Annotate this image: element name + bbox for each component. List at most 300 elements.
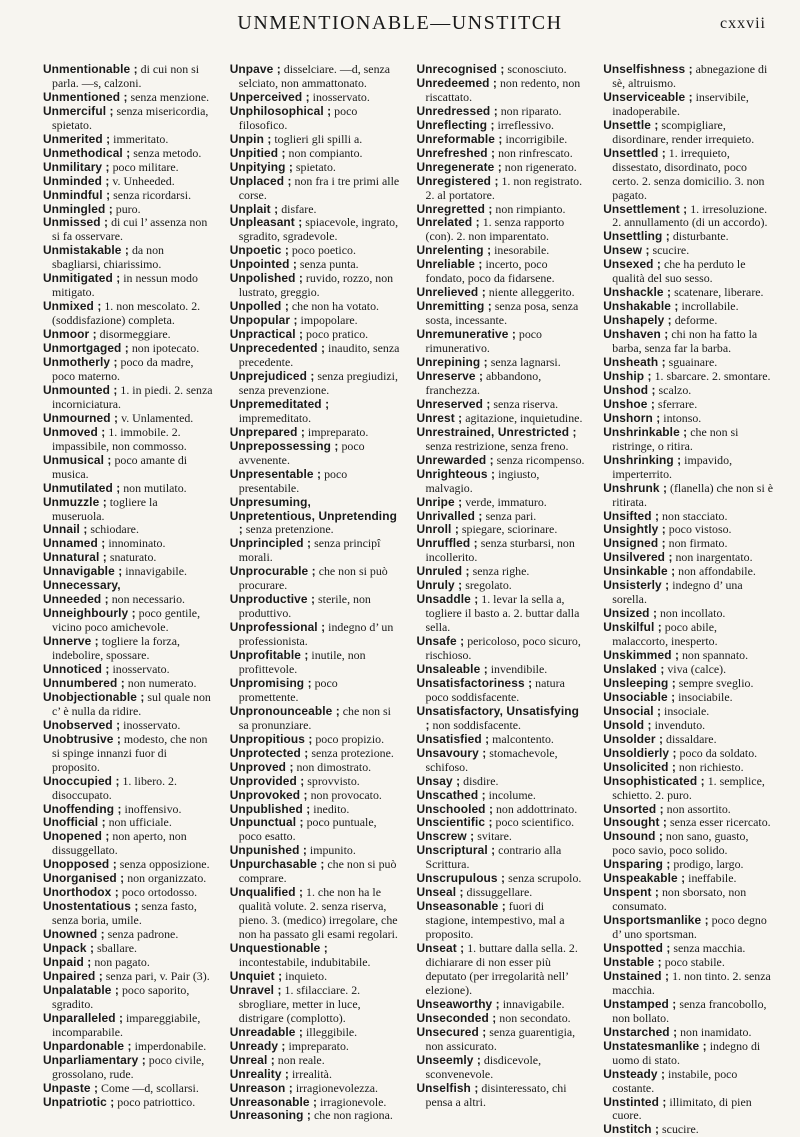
entry-headword: Unsaleable ; — [416, 661, 488, 676]
entry-definition: poco da madre, poco materno. — [52, 355, 194, 383]
dictionary-entry — [603, 1068, 773, 1096]
dictionary-entry — [230, 258, 400, 272]
entry-headword: Unscientific ; — [416, 815, 493, 830]
entry-definition: viva (calce). — [664, 661, 727, 676]
entry-headword: Unpunished ; — [229, 843, 307, 858]
dictionary-entry — [230, 593, 400, 621]
entry-definition: senza metodo. — [130, 145, 202, 160]
dictionary-entry — [230, 747, 400, 761]
entry-headword: Unsocial ; — [603, 703, 662, 718]
dictionary-entry — [417, 579, 587, 593]
entry-headword: Unpropitious ; — [229, 731, 313, 746]
dictionary-entry — [230, 844, 400, 858]
page-number: cxxvii — [720, 15, 766, 32]
entry-headword: Unprejudiced ; — [229, 368, 315, 383]
entry-definition: senza guarentigia, non assicurato. — [425, 1024, 576, 1053]
entry-headword: Unrivalled ; — [416, 508, 483, 523]
entry-headword: Unreason ; — [229, 1080, 293, 1095]
dictionary-entry — [603, 1040, 773, 1068]
entry-headword: Unpolished ; — [229, 271, 303, 286]
dictionary-entry — [417, 203, 587, 217]
entry-definition: non inamidato. — [677, 1024, 752, 1039]
dictionary-entry — [417, 635, 587, 663]
entry-headword: Unsisterly ; — [603, 578, 670, 593]
entry-definition: indegno d’ una sorella. — [612, 578, 743, 607]
entry-headword: Unpointed ; — [229, 257, 297, 272]
entry-headword: Unredressed ; — [416, 103, 498, 118]
entry-headword: Unpatriotic ; — [43, 1094, 115, 1109]
dictionary-entry — [43, 607, 213, 635]
dictionary-entry — [230, 761, 400, 775]
entry-headword: Unrestrained, Unrestricted ; — [416, 424, 577, 439]
dictionary-entry — [417, 747, 587, 775]
entry-definition: senza pretenzione. — [242, 522, 334, 537]
entry-definition: modesto, che non si spinge innanzi fuor di proposito. — [52, 731, 208, 774]
entry-definition: illimitato, di pien cuore. — [612, 1094, 752, 1123]
entry-headword: Unsettling ; — [603, 229, 670, 244]
dictionary-entry — [230, 328, 400, 342]
entry-definition: incrollabile. — [678, 299, 739, 314]
entry-headword: Unplait ; — [229, 201, 279, 216]
entry-definition: invenduto. — [651, 717, 706, 732]
dictionary-entry — [230, 468, 400, 496]
entry-headword: Unpunctual ; — [229, 815, 304, 830]
entry-headword: Unpopular ; — [229, 313, 298, 328]
entry-definition: inaudito, senza precedente. — [238, 341, 400, 370]
dictionary-entry — [43, 356, 213, 384]
entry-definition: 1. levar la sella a, togliere il basto a. 2. buttar dalla sella. — [425, 592, 580, 635]
dictionary-entry — [230, 133, 400, 147]
entry-definition: (flanella) che non si è ritirata. — [612, 480, 773, 509]
dictionary-entry — [230, 426, 400, 440]
dictionary-entry — [417, 537, 587, 565]
dictionary-entry — [43, 63, 213, 91]
entry-definition: dissaldare. — [663, 731, 717, 746]
dictionary-entry — [417, 663, 587, 677]
entry-definition: fuori di stagione, intempestivo, mal a proposito. — [425, 899, 565, 942]
dictionary-entry — [603, 705, 773, 719]
entry-headword: Unsolicited ; — [603, 759, 676, 774]
entry-definition: inservibile, inadoperabile. — [612, 89, 749, 118]
entry-headword: Unprincipled ; — [229, 536, 312, 551]
entry-definition: non aperto, non dissuggellato. — [52, 829, 187, 858]
dictionary-entry — [43, 872, 213, 886]
entry-headword: Unquiet ; — [229, 968, 283, 983]
entry-headword: Unproductive ; — [229, 592, 316, 607]
dictionary-entry — [417, 844, 587, 872]
entry-definition: 1. non registrato. 2. al portatore. — [425, 173, 583, 202]
entry-definition: 1. senza rapporto (con). 2. non imparentato. — [425, 215, 565, 244]
entry-headword: Unrelated ; — [416, 215, 480, 230]
dictionary-entry — [43, 1012, 213, 1040]
entry-definition: 1. in piedi. 2. senza incorniciatura. — [52, 382, 213, 411]
entry-definition: disselciare. —d, senza selciato, non ammattonato. — [238, 62, 391, 90]
entry-headword: Unstitch ; — [603, 1122, 660, 1137]
entry-headword: Unslaked ; — [603, 661, 665, 676]
dictionary-entry — [417, 105, 587, 119]
dictionary-entry — [230, 705, 400, 733]
dictionary-entry — [603, 565, 773, 579]
entry-definition: non organizzato. — [124, 871, 207, 886]
entry-definition: sul quale non c’ è nulla da ridire. — [52, 689, 211, 718]
entry-definition: non sborsato, non consumato. — [612, 885, 747, 914]
dictionary-entry — [230, 105, 400, 133]
entry-headword: Unsteady ; — [603, 1066, 666, 1081]
dictionary-entry — [417, 677, 587, 705]
entry-headword: Unnamed ; — [43, 536, 106, 551]
entry-headword: Unmistakable ; — [43, 243, 129, 258]
dictionary-entry — [43, 482, 213, 496]
entry-definition: 1. sbarcare. 2. smontare. — [651, 368, 771, 383]
entry-headword: Unprocurable ; — [229, 564, 316, 579]
dictionary-entry — [43, 328, 213, 342]
entry-headword: Unreasonable ; — [229, 1094, 318, 1109]
dictionary-entry — [230, 677, 400, 705]
dictionary-entry — [417, 565, 587, 579]
dictionary-entry — [43, 719, 213, 733]
dictionary-entry — [603, 314, 773, 328]
entry-headword: Unrest ; — [416, 410, 463, 425]
dictionary-entry — [417, 900, 587, 942]
entry-headword: Unpolled ; — [229, 299, 289, 314]
dictionary-entry — [43, 496, 213, 524]
entry-definition: poco vistoso. — [665, 522, 732, 537]
dictionary-entry — [603, 761, 773, 775]
dictionary-entry — [43, 593, 213, 607]
entry-definition: non rinfrescato. — [495, 145, 573, 160]
entry-headword: Unreal ; — [229, 1052, 275, 1067]
dictionary-entry — [43, 663, 213, 677]
entry-definition: non firmato. — [665, 536, 728, 551]
entry-definition: svitare. — [474, 829, 512, 844]
entry-definition: che non si può comprare. — [238, 857, 397, 886]
entry-headword: Unphilosophical ; — [229, 103, 332, 118]
entry-definition: poco pratico. — [303, 327, 369, 342]
entry-headword: Unmindful ; — [43, 187, 111, 202]
entry-definition: senza punta. — [296, 257, 359, 272]
dictionary-columns — [43, 62, 773, 1137]
entry-headword: Unprofitable ; — [229, 648, 309, 663]
entry-definition: sguainare. — [665, 355, 718, 370]
entry-headword: Unproved ; — [229, 759, 294, 774]
dictionary-entry — [43, 523, 213, 537]
entry-headword: Unofficial ; — [43, 815, 106, 830]
entry-headword: Unsilvered ; — [603, 550, 673, 565]
entry-definition: spiegare, sciorinare. — [458, 522, 558, 537]
entry-definition: non richiesto. — [675, 759, 744, 774]
entry-definition: poco militare. — [109, 159, 179, 174]
entry-headword: Unpleasant ; — [229, 215, 303, 230]
dictionary-entry — [43, 300, 213, 328]
dictionary-entry — [43, 216, 213, 244]
entry-definition: puro. — [112, 201, 141, 216]
entry-definition: 1. irresoluzione. 2. annullamento (di un accordo). — [612, 201, 768, 230]
dictionary-entry — [417, 161, 587, 175]
entry-headword: Unregenerate ; — [416, 159, 502, 174]
dictionary-entry — [417, 328, 587, 356]
dictionary-entry — [603, 719, 773, 733]
entry-definition: spietato. — [292, 159, 336, 174]
entry-definition: non mutilato. — [120, 480, 187, 495]
dictionary-entry — [603, 203, 773, 231]
dictionary-entry — [417, 942, 587, 998]
entry-headword: Unsheath ; — [603, 355, 666, 370]
entry-headword: Unmusical ; — [43, 452, 112, 467]
dictionary-entry — [230, 398, 400, 426]
page-header — [0, 12, 800, 42]
entry-definition: senza riserva. — [490, 396, 559, 411]
entry-definition: v. Unlamented. — [118, 410, 194, 425]
entry-headword: Unrighteous ; — [416, 466, 496, 481]
entry-definition: non pagato. — [91, 955, 150, 969]
entry-definition: non provocato. — [307, 787, 382, 802]
dictionary-entry — [230, 621, 400, 649]
entry-definition: senza restrizione, senza freno. — [425, 438, 569, 453]
entry-definition: 1. che non ha le qualità volute. 2. senza riserva, pieno. 3. (medico) irregolare, che non ha passato gli esami regolari. — [238, 885, 398, 942]
dictionary-entry — [230, 984, 400, 1026]
entry-headword: Unstatesmanlike ; — [603, 1038, 707, 1053]
entry-definition: senza principî morali. — [238, 536, 381, 565]
entry-definition: senza misericordia, spietato. — [52, 103, 209, 132]
dictionary-entry — [230, 970, 400, 984]
dictionary-entry — [230, 537, 400, 565]
entry-headword: Unparalleled ; — [43, 1010, 124, 1025]
entry-definition: instabile, poco costante. — [612, 1066, 738, 1095]
dictionary-entry — [603, 91, 773, 119]
entry-definition: deforme. — [671, 313, 718, 328]
entry-definition: 1. semplice, schietto. 2. puro. — [612, 773, 765, 802]
entry-headword: Unreality ; — [229, 1066, 289, 1081]
dictionary-entry — [417, 216, 587, 244]
entry-headword: Unmissed ; — [43, 215, 109, 230]
entry-definition: da non sbagliarsi, chiarissimo. — [52, 243, 164, 272]
dictionary-entry — [417, 886, 587, 900]
dictionary-entry — [603, 942, 773, 956]
entry-definition: poco poetico. — [288, 243, 356, 258]
dictionary-entry — [43, 900, 213, 928]
entry-headword: Unstarched ; — [603, 1024, 678, 1039]
dictionary-entry — [603, 244, 773, 258]
entry-headword: Unripe ; — [416, 494, 463, 509]
entry-definition: senza lagnarsi. — [487, 355, 561, 370]
entry-definition: poco scientifico. — [492, 815, 575, 830]
dictionary-entry — [43, 1040, 213, 1054]
entry-headword: Unseaworthy ; — [416, 996, 500, 1011]
entry-headword: Unserviceable ; — [603, 89, 693, 104]
entry-definition: non incollato. — [657, 606, 726, 621]
dictionary-entry — [43, 816, 213, 830]
dictionary-entry — [43, 775, 213, 803]
dictionary-entry — [603, 747, 773, 761]
entry-headword: Unsparing ; — [603, 857, 671, 872]
dictionary-entry — [43, 244, 213, 272]
dictionary-entry — [230, 510, 400, 538]
dictionary-entry — [603, 691, 773, 705]
entry-definition: senza macchia. — [670, 941, 746, 956]
entry-headword: Unrefreshed ; — [416, 145, 496, 160]
entry-headword: Unpoetic ; — [229, 243, 289, 258]
dictionary-entry — [230, 1040, 400, 1054]
entry-definition: non soddisfacente. — [429, 717, 522, 732]
entry-headword: Unscrupulous ; — [416, 871, 506, 886]
entry-definition: non addottrinato. — [493, 801, 578, 816]
dictionary-entry — [603, 1026, 773, 1040]
dictionary-entry — [230, 244, 400, 258]
entry-definition: pericoloso, poco sicuro, rischioso. — [425, 634, 581, 663]
entry-headword: Unmethodical ; — [43, 145, 131, 160]
entry-headword: Unsought ; — [603, 815, 667, 830]
entry-definition: indegno di uomo di stato. — [612, 1038, 761, 1067]
entry-headword: Unremitting ; — [416, 299, 492, 314]
dictionary-entry — [43, 551, 213, 565]
dictionary-entry — [603, 398, 773, 412]
entry-headword: Unmentioned ; — [43, 89, 128, 104]
entry-definition: sregolato. — [462, 578, 512, 593]
entry-definition: non rigenerato. — [501, 159, 577, 174]
entry-headword: Unsexed ; — [603, 257, 661, 272]
dictionary-entry — [417, 258, 587, 286]
entry-definition: poco degno d’ uno sportsman. — [612, 913, 767, 942]
entry-headword: Unminded ; — [43, 173, 110, 188]
dictionary-entry — [417, 816, 587, 830]
dictionary-entry — [417, 370, 587, 398]
entry-definition: impunito. — [306, 843, 356, 858]
entry-headword: Unmerited ; — [43, 131, 111, 146]
dictionary-entry — [230, 1054, 400, 1068]
entry-definition: impareggiabile, incomparabile. — [52, 1010, 201, 1039]
entry-definition: non necessario. — [108, 592, 186, 607]
entry-definition: 1. buttare dalla sella. 2. dichiarare di non esser più deputato (per irregolarità nell’ elezione). — [425, 941, 578, 997]
dictionary-entry — [417, 593, 587, 635]
entry-definition: non affondabile. — [675, 564, 756, 579]
dictionary-entry — [417, 468, 587, 496]
dictionary-entry — [417, 454, 587, 468]
entry-headword: Unreformable ; — [416, 131, 503, 146]
entry-definition: impreparato. — [304, 424, 369, 439]
entry-definition: sconosciuto. — [504, 62, 567, 76]
dictionary-entry — [603, 858, 773, 872]
entry-headword: Unnoticed ; — [43, 661, 110, 676]
entry-headword: Unpaste ; — [43, 1080, 99, 1095]
entry-definition: agitazione, inquietudine. — [462, 410, 583, 425]
entry-definition: inedito. — [310, 801, 350, 816]
entry-headword: Unmortgaged ; — [43, 341, 129, 356]
entry-definition: natura poco soddisfacente. — [425, 675, 565, 704]
entry-headword: Unneighbourly ; — [43, 606, 136, 621]
entry-definition: senza righe. — [469, 564, 530, 579]
entry-definition: non dimostrato. — [293, 759, 372, 774]
entry-definition: spiacevole, ingrato, sgradito, sgradevole. — [238, 215, 399, 244]
entry-definition: di cui l’ assenza non si fa osservare. — [52, 215, 208, 244]
dictionary-entry — [230, 565, 400, 593]
dictionary-entry — [417, 775, 587, 789]
entry-headword: Unstable ; — [603, 955, 662, 969]
entry-definition: poco filosofico. — [238, 103, 358, 132]
dictionary-entry — [43, 1082, 213, 1096]
entry-definition: non secondato. — [496, 1010, 571, 1025]
dictionary-entry — [230, 1082, 400, 1096]
entry-definition: non compianto. — [285, 145, 363, 160]
dictionary-entry — [417, 523, 587, 537]
dictionary-entry — [417, 1054, 587, 1082]
entry-headword: Unmitigated ; — [43, 271, 121, 286]
dictionary-entry — [603, 328, 773, 356]
dictionary-entry — [230, 789, 400, 803]
entry-headword: Unseasonable ; — [416, 899, 506, 914]
entry-headword: Unskilful ; — [603, 620, 662, 635]
entry-headword: Unrewarded ; — [416, 452, 494, 467]
entry-headword: Unprofessional ; — [229, 620, 326, 635]
dictionary-entry — [603, 998, 773, 1026]
entry-headword: Unnatural ; — [43, 550, 107, 565]
entry-headword: Unseemly ; — [416, 1052, 481, 1067]
entry-headword: Unprecedented ; — [229, 341, 326, 356]
dictionary-entry — [230, 63, 400, 91]
entry-definition: senza pari. — [482, 508, 537, 523]
entry-headword: Unremunerative ; — [416, 327, 516, 342]
dictionary-entry — [603, 970, 773, 998]
entry-definition: non riparato. — [497, 103, 562, 118]
entry-headword: Unoffending ; — [43, 801, 122, 816]
entry-definition: inoffensivo. — [121, 801, 182, 816]
dictionary-entry — [230, 342, 400, 370]
entry-definition: poco amante di musica. — [52, 452, 188, 481]
entry-headword: Unrelieved ; — [416, 285, 486, 300]
dictionary-entry — [603, 258, 773, 286]
entry-definition: impopolare. — [297, 313, 358, 328]
entry-definition: malcontento. — [489, 731, 554, 746]
dictionary-entry — [417, 1082, 587, 1110]
entry-definition: senza fasto, senza boria, umile. — [52, 899, 197, 928]
dictionary-entry — [603, 816, 773, 830]
entry-definition: poco puntuale, poco esatto. — [238, 815, 377, 844]
entry-definition: insociabile. — [675, 689, 733, 704]
entry-definition: schiodare. — [87, 522, 139, 537]
entry-definition: 1. non mescolato. 2. (soddisfazione) completa. — [52, 299, 201, 328]
entry-definition: disdire. — [460, 773, 499, 788]
entry-headword: Unsew ; — [603, 243, 650, 258]
entry-definition: poco civile, grossolano, rude. — [52, 1052, 205, 1081]
dictionary-entry — [417, 119, 587, 133]
entry-definition: sballare. — [94, 941, 137, 956]
entry-definition: inosservato. — [109, 661, 170, 676]
entry-headword: Unquestionable ; — [229, 941, 328, 956]
dictionary-entry — [230, 816, 400, 844]
entry-headword: Unsettled ; — [603, 145, 666, 160]
entry-definition: insociale. — [661, 703, 710, 718]
entry-headword: Unstamped ; — [603, 996, 677, 1011]
entry-definition: Come —d, scollarsi. — [98, 1080, 199, 1095]
entry-headword: Unnecessary, — [43, 578, 121, 593]
entry-headword: Unmoor ; — [43, 327, 97, 342]
dictionary-entry — [417, 77, 587, 105]
dictionary-entry — [417, 300, 587, 328]
dictionary-entry — [417, 244, 587, 258]
entry-definition: incerto, poco fondato, poco da fidarsene. — [425, 257, 555, 286]
entry-definition: impreparato. — [285, 1038, 349, 1053]
entry-headword: Unpave ; — [229, 62, 281, 76]
entry-headword: Unsay ; — [416, 773, 461, 788]
dictionary-entry — [417, 412, 587, 426]
entry-headword: Unmuzzle ; — [43, 494, 107, 509]
entry-definition: senza padrone. — [104, 927, 179, 942]
entry-definition: snaturato. — [106, 550, 157, 565]
dictionary-entry — [417, 133, 587, 147]
entry-headword: Unorganised ; — [43, 871, 125, 886]
dictionary-entry — [43, 203, 213, 217]
entry-headword: Unpremeditated ; — [229, 396, 330, 411]
dictionary-entry — [43, 342, 213, 356]
